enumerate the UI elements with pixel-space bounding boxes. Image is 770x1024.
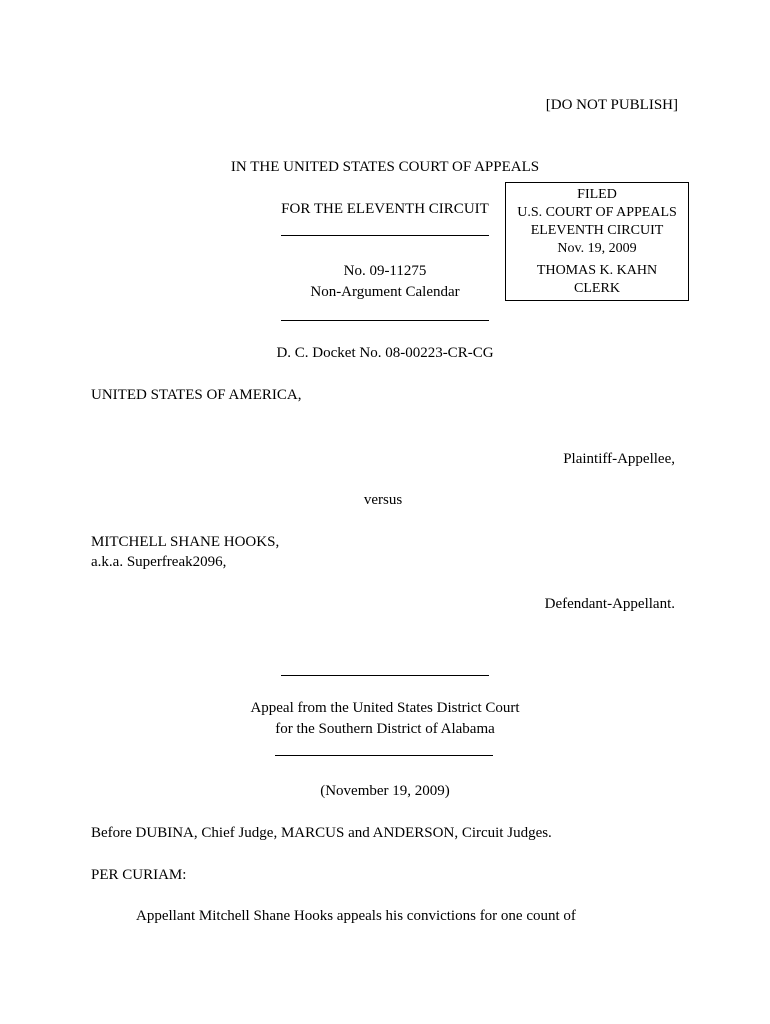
defendant-alias: a.k.a. Superfreak2096, [91, 554, 227, 570]
filed-circuit: ELEVENTH CIRCUIT [530, 223, 664, 238]
separator-line [281, 675, 489, 676]
filed-date: Nov. 19, 2009 [557, 241, 637, 256]
case-number: No. 09-11275 [343, 263, 427, 279]
calendar-type: Non-Argument Calendar [310, 284, 460, 300]
panel-line: Before DUBINA, Chief Judge, MARCUS and ANDERSON, Circuit Judges. [91, 825, 552, 841]
court-name: IN THE UNITED STATES COURT OF APPEALS [230, 159, 540, 175]
filed-court: U.S. COURT OF APPEALS [517, 205, 677, 220]
decision-date: (November 19, 2009) [320, 783, 450, 799]
plaintiff-name: UNITED STATES OF AMERICA, [91, 387, 302, 403]
filed-status: FILED [577, 187, 617, 202]
defendant-name: MITCHELL SHANE HOOKS, [91, 534, 280, 550]
clerk-name: THOMAS K. KAHN [536, 263, 658, 278]
separator-line [281, 320, 489, 321]
clerk-title: CLERK [574, 281, 620, 296]
separator-line [281, 235, 489, 236]
opinion-text-line: Appellant Mitchell Shane Hooks appeals his convictions for one count of [136, 908, 576, 924]
appeal-origin-line2: for the Southern District of Alabama [275, 721, 495, 737]
filed-stamp [505, 182, 689, 301]
separator-line [275, 755, 493, 756]
per-curiam-heading: PER CURIAM: [91, 867, 187, 883]
versus-label: versus [363, 492, 403, 508]
appeal-origin-line1: Appeal from the United States District Court [250, 700, 520, 716]
publication-status: [DO NOT PUBLISH] [545, 97, 678, 113]
docket-number: D. C. Docket No. 08-00223-CR-CG [276, 345, 494, 361]
circuit-name: FOR THE ELEVENTH CIRCUIT [281, 201, 489, 217]
defendant-role: Defendant-Appellant. [544, 596, 675, 612]
plaintiff-role: Plaintiff-Appellee, [563, 451, 675, 467]
